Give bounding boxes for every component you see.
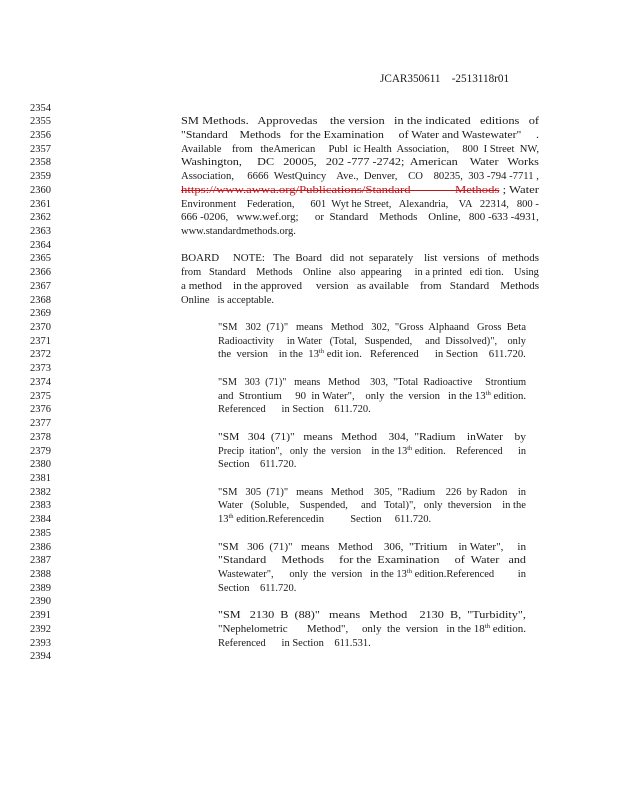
text-line-content <box>218 390 526 403</box>
text-line <box>181 280 540 293</box>
text-line <box>181 294 274 307</box>
text-line <box>218 458 296 471</box>
line-number: 2359 <box>30 171 51 183</box>
line-number: 2380 <box>30 459 51 471</box>
ordinal-superscript: th <box>406 567 412 575</box>
text-segment: and Strontium 90 in Water", only the version in the 13 <box>218 390 486 402</box>
text-line-content <box>218 499 526 512</box>
line-number: 2371 <box>30 335 51 347</box>
line-number: 2378 <box>30 431 51 443</box>
text-segment: Association, 6666 WestQuincy Ave., Denver, CO 80235, 303 -794 -7711 , <box>181 171 539 183</box>
text-segment: "SM 305 (71)" means Method 305, "Radium 226 by Radon in <box>218 486 527 498</box>
text-segment: "Standard Methods for the Examination of Water and Wastewater" . <box>181 129 540 141</box>
text-line-content <box>181 170 539 183</box>
line-number: 2376 <box>30 404 51 416</box>
line-number: 2386 <box>30 541 51 553</box>
text-line-content <box>218 431 526 444</box>
ordinal-superscript: th <box>318 348 325 356</box>
line-number: 2392 <box>30 623 51 635</box>
text-line-content <box>218 348 526 361</box>
line-number: 2391 <box>30 610 51 622</box>
text-line-content <box>218 513 431 526</box>
ordinal-superscript: th <box>228 513 234 521</box>
line-number: 2374 <box>30 376 51 388</box>
text-line <box>218 335 530 348</box>
line-number: 2370 <box>30 322 51 334</box>
text-line-content <box>181 294 274 307</box>
document-id-header: JCAR350611 -2513118r01 <box>380 73 510 85</box>
text-segment: edition. <box>490 390 527 402</box>
text-line <box>218 348 526 361</box>
text-line-content <box>181 252 539 265</box>
text-segment: the version in the 13 <box>218 349 319 361</box>
text-line <box>218 622 527 636</box>
line-number: 2362 <box>30 212 51 224</box>
line-number: 2377 <box>30 418 51 430</box>
text-segment: Section 611.720. <box>218 459 297 471</box>
text-line <box>218 609 526 622</box>
text-line-content <box>181 211 539 224</box>
text-line-content <box>181 143 539 156</box>
text-segment: Wastewater", only the version in the 13 <box>218 568 407 580</box>
text-segment: www.standardmethods.org. <box>181 225 296 237</box>
text-line-content <box>218 403 371 416</box>
line-number: 2390 <box>30 596 51 608</box>
text-segment: Referenced in Section 611.531. <box>218 637 371 649</box>
ordinal-superscript: th <box>407 444 413 452</box>
line-number: 2357 <box>30 143 51 155</box>
line-number: 2383 <box>30 500 51 512</box>
text-line-content <box>181 115 539 128</box>
text-line <box>181 266 543 279</box>
struck-url-text: https://www.awwa.org/Publications/Standard Methods <box>181 184 500 196</box>
text-line <box>218 637 371 650</box>
text-line-content <box>181 198 539 211</box>
text-line <box>218 389 527 403</box>
text-line-content <box>218 609 526 622</box>
text-line <box>181 252 539 265</box>
text-segment: edition. Referenced in <box>412 445 526 457</box>
text-line <box>181 143 540 156</box>
text-line-content <box>218 458 296 471</box>
text-line-content <box>218 568 526 581</box>
line-number: 2379 <box>30 445 51 457</box>
text-line-content <box>218 376 526 389</box>
text-line <box>181 198 537 211</box>
line-number: 2368 <box>30 294 51 306</box>
line-number: 2393 <box>30 637 51 649</box>
line-number: 2387 <box>30 555 51 567</box>
ordinal-superscript: th <box>485 389 491 397</box>
line-number: 2358 <box>30 157 51 169</box>
text-segment: Water (Soluble, Suspended, and Total)", only theversion in the <box>218 500 526 512</box>
text-line-content <box>181 156 539 169</box>
text-segment: SM Methods. Approvedas the version in the indicated editions of <box>181 116 540 128</box>
text-line <box>181 156 539 169</box>
text-line <box>218 321 526 334</box>
text-segment: "Nephelometric Method", only the version in the 18 <box>218 623 485 635</box>
text-segment: "SM 302 (71)" means Method 302, "Gross Alphaand Gross Beta <box>218 322 527 334</box>
text-line <box>218 445 534 458</box>
text-line-content <box>218 623 526 636</box>
line-number: 2384 <box>30 514 51 526</box>
text-segment: 666 -0206, www.wef.org; or Standard Methods Online, 800 -633 -4931, <box>181 212 539 224</box>
text-line <box>181 225 296 238</box>
text-line <box>218 431 526 444</box>
text-line-content <box>218 486 526 499</box>
text-segment: edition.Referenced in <box>411 568 526 580</box>
line-number: 2382 <box>30 486 51 498</box>
line-number: 2381 <box>30 472 51 484</box>
line-number: 2388 <box>30 568 51 580</box>
text-line-content <box>181 129 539 142</box>
text-line <box>218 513 431 526</box>
text-line-content <box>181 225 296 238</box>
text-line <box>218 376 534 389</box>
text-segment: BOARD NOTE: The Board did not separately list versions of methods <box>181 253 539 265</box>
line-number: 2367 <box>30 280 51 292</box>
text-segment: Available from theAmerican Publ ic Health Association, 800 I Street NW, <box>181 143 540 155</box>
text-line <box>218 499 525 512</box>
line-number: 2354 <box>30 102 51 114</box>
text-segment: ; Water <box>499 184 540 196</box>
text-segment: "SM 2130 B (88)" means Method 2130 B, "Turbidity", <box>218 610 526 622</box>
line-number: 2361 <box>30 198 51 210</box>
text-line-content <box>218 541 526 554</box>
line-number: 2355 <box>30 116 51 128</box>
text-segment: "SM 304 (71)" means Method 304, "Radium inWater by <box>218 431 526 443</box>
line-number: 2372 <box>30 349 51 361</box>
line-number: 2363 <box>30 225 51 237</box>
text-line <box>218 541 527 554</box>
text-line-content <box>218 582 296 595</box>
text-line <box>218 403 371 416</box>
text-segment: Environment Federation, 601 Wyt he Street, Alexandria, VA 22314, 800 - <box>181 198 539 210</box>
text-line-content <box>218 637 371 650</box>
text-line <box>181 129 540 142</box>
text-segment: edition. <box>490 623 527 635</box>
line-number: 2375 <box>30 390 51 402</box>
text-segment: edit ion. Referenced in Section 611.720. <box>324 349 526 361</box>
text-segment: Section 611.720. <box>218 582 297 594</box>
line-number: 2385 <box>30 527 51 539</box>
line-number: 2369 <box>30 308 51 320</box>
text-segment: Referenced in Section 611.720. <box>218 404 371 416</box>
text-line <box>181 115 540 128</box>
text-line-content <box>218 554 526 567</box>
text-segment: a method in the approved version as available from Standard Methods <box>181 280 540 292</box>
line-number: 2356 <box>30 129 51 141</box>
text-segment: Radioactivity in Water (Total, Suspended, and Dissolved)", only <box>218 335 526 347</box>
line-number: 2365 <box>30 253 51 265</box>
text-line-content <box>218 321 526 334</box>
text-line <box>218 582 296 595</box>
text-segment: "SM 306 (71)" means Method 306, "Tritium in Water", in <box>218 541 527 553</box>
line-number: 2364 <box>30 239 51 251</box>
line-number: 2373 <box>30 363 51 375</box>
line-number: 2366 <box>30 267 51 279</box>
text-line <box>181 211 539 224</box>
text-line <box>218 554 527 567</box>
line-number: 2360 <box>30 184 51 196</box>
text-line <box>181 184 540 197</box>
text-segment: "SM 303 (71)" means Method 303, "Total Radioactive Strontium <box>218 376 527 388</box>
text-line-content <box>218 445 526 458</box>
text-line-content <box>181 280 539 293</box>
text-segment: from Standard Methods Online also appearing in a printed edi tion. Using <box>181 267 539 279</box>
text-line <box>218 486 526 499</box>
text-line-content <box>218 335 526 348</box>
ordinal-superscript: th <box>484 622 491 630</box>
text-segment: Precip itation", only the version in the 13 <box>218 445 408 457</box>
text-segment: Online is acceptable. <box>181 294 275 306</box>
text-segment: Washington, DC 20005, 202 -777 -2742; American Water Works <box>181 157 539 169</box>
text-line-content <box>181 184 539 197</box>
line-number: 2394 <box>30 651 51 663</box>
text-segment: 13 <box>218 514 229 526</box>
text-line <box>218 568 526 581</box>
text-line <box>181 170 539 183</box>
text-segment: edition.Referencedin Section 611.720. <box>233 514 432 526</box>
line-number: 2389 <box>30 582 51 594</box>
text-segment: "Standard Methods for the Examination of Water and <box>218 555 527 567</box>
text-line-content <box>181 266 539 279</box>
